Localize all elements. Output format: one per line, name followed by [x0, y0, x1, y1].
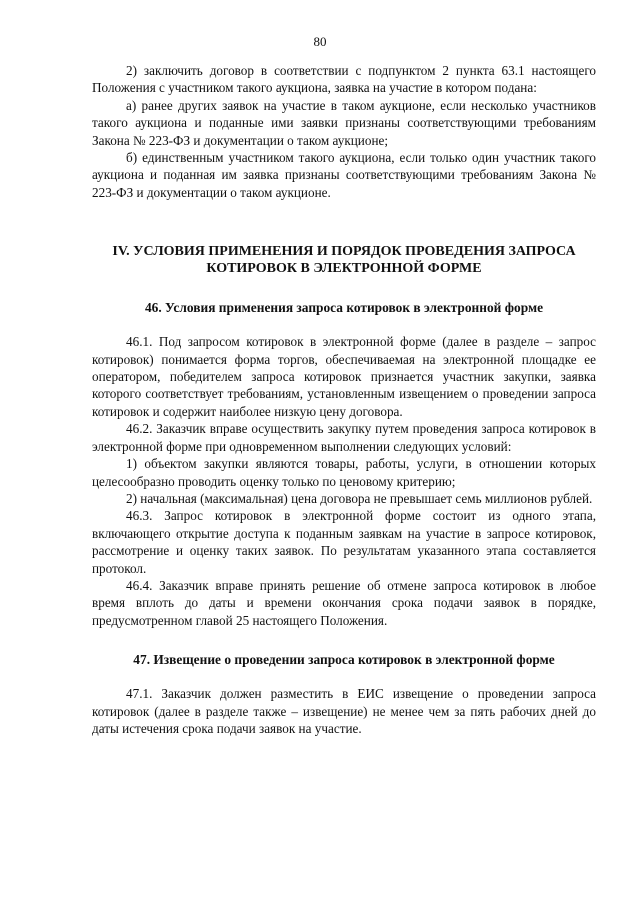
page-number: 80 — [313, 34, 327, 49]
section-title — [92, 243, 596, 277]
paragraph: 46.3. Запрос котировок в электронной форме состоит из одного этапа, включающего открытие доступа к поданным заявкам на участие в запросе котировок, рассмотрение и оценку таких заявок. По результатам указанного этапа составляется протокол. — [92, 508, 596, 576]
paragraph: а) ранее других заявок на участие в таком аукционе, если несколько участников такого аукциона и поданные ими заявки признаны соответствующими требованиям Закона № 223-ФЗ и документации о таком аукционе; — [92, 97, 596, 148]
section-title-line-2: КОТИРОВОК В ЭЛЕКТРОННОЙ ФОРМЕ — [206, 261, 482, 277]
chapter-47-heading: 47. Извещение о проведении запроса котировок в электронной форме — [133, 652, 555, 668]
paragraph: 47.1. Заказчик должен разместить в ЕИС извещение о проведении запроса котировок (далее в разделе также – извещение) не менее чем за пять рабочих дней до даты истечения срока подачи заявок на участие. — [92, 686, 596, 736]
paragraph: б) единственным участником такого аукциона, если только один участник такого аукциона и поданная им заявка признаны соответствующими требованиям Закона № 223-ФЗ и документации о таком аукционе. — [92, 150, 596, 200]
chapter-46-heading: 46. Условия применения запроса котировок в электронной форме — [144, 300, 544, 316]
paragraph: 46.4. Заказчик вправе принять решение об отмене запроса котировок в любое время вплоть до даты и времени окончания срока подачи заявок в порядке, предусмотренном главой 25 настоящего Положения. — [92, 577, 596, 628]
page-content — [92, 62, 596, 737]
paragraph: 2) начальная (максимальная) цена договора не превышает семь миллионов рублей. — [126, 490, 593, 506]
paragraph: 1) объектом закупки являются товары, работы, услуги, в отношении которых целесообразно проводить оценку только по ценовому критерию; — [92, 456, 596, 489]
section-title-line-1: IV. УСЛОВИЯ ПРИМЕНЕНИЯ И ПОРЯДОК ПРОВЕДЕНИЯ ЗАПРОСА — [112, 244, 576, 260]
paragraph: 2) заключить договор в соответствии с подпунктом 2 пункта 63.1 настоящего Положения с участником такого аукциона, заявка на участие в котором подана: — [92, 63, 596, 96]
paragraph: 46.2. Заказчик вправе осуществить закупку путем проведения запроса котировок в электронной форме при одновременном выполнении следующих условий: — [92, 421, 596, 454]
paragraph: 46.1. Под запросом котировок в электронной форме (далее в разделе – запрос котировок) понимается форма торгов, обеспечиваемая на электронной площадке ее оператором, победителем запроса котировок признается участник закупки, заявка которого соответствует требованиям, установленным извещением о проведении запроса котировок и содержит наиболее низкую цену договора. — [92, 334, 596, 419]
